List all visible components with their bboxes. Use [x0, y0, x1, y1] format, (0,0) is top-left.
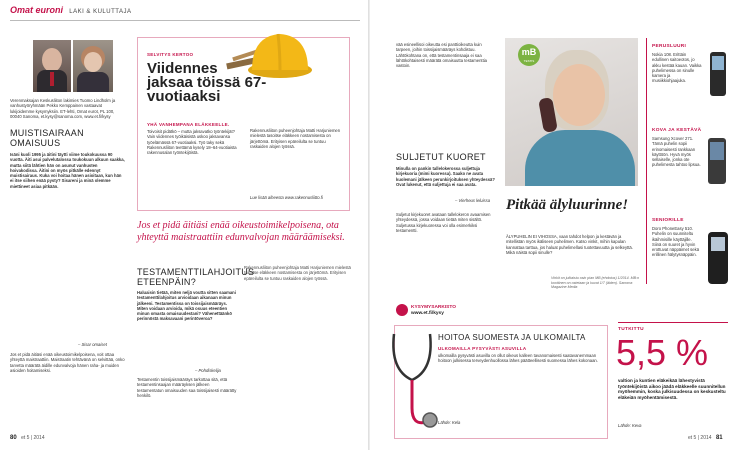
feature-source: Lue lisää aiheesta www.rakennusliitto.fi — [250, 195, 323, 200]
right-folio — [688, 435, 723, 441]
expert-photo-1 — [33, 40, 71, 92]
stat-source: Lähde: Keva — [618, 423, 642, 428]
samsung-phone-image — [708, 138, 726, 184]
left-page — [0, 0, 368, 450]
phones-divider — [646, 38, 647, 284]
q2-signature: – Pohdiskelija — [195, 368, 221, 373]
left-page-number: 80 — [10, 435, 17, 441]
q1-answer: Jos et pidä äitiäsi enää oikeustoimikelpoisena, voit ottaa yhteyttä maistraattiin. Maistraatin tehtävänä on selvittää, onko tarvetta määrätä äidille edunvalvoja hänen raha- ja muiden asioiden hoitamiseksi. — [10, 352, 125, 373]
right-page — [370, 0, 738, 450]
stat-kicker: TUTKITTU — [618, 327, 644, 332]
phones-title-3: SENIORILLE — [652, 218, 684, 223]
ad-body: ÄLYPUHELIN EI VIHOSSA, vaan tahdot helpon ja kestävän ja mitellistän myös ikäliseen puhelimen. Katso vinkit, mihin kapulan kannattaa tarttua, jos haluat puhelimellasi tuotettavuutta ja selkeyttä. Mikä näistä sopii sinulle? — [506, 234, 633, 255]
logo-text: mB — [521, 47, 537, 57]
bottom-title: HOITOA SUOMESTA JA ULKOMAILTA — [438, 333, 586, 342]
q2-continued: Rakennusliiton puheenjohtaja Matti Harjuniemen mielestä tasoitse eläkkeen nostamisesta on järjettömä. Erityisen epäreilulta se tuntuu raskaiden alojen työssä. — [244, 265, 351, 281]
left-folio — [10, 435, 45, 441]
phones-item-3: Doro PhoneEasy 510. Puhelin on suunniteltu ikäihmisille käyttäjille. Siinä on suuret ja hyvin erottuvat näppäimet sekä erillinen hälytysnäppäin. — [652, 226, 700, 258]
q3-title: SULJETUT KUORET — [396, 152, 486, 162]
right-issue: et 5 | 2014 — [688, 435, 712, 441]
section-category: LAKI & KULUTTAJA — [69, 9, 132, 15]
stethoscope-image — [386, 330, 442, 436]
bottom-source: Lähde: Kela — [438, 420, 461, 425]
q1-question: Isäni kuoli 1995 ja äitini täytti viime toukokuussa 90 vuotta. Äiti asui palvelutalossa toukokuun alkuun saakka, mutta siitä lähtien hän on asunut vanhusten hoivakodissa. Äitini on myös pitkälle edennyt muistisairaus. Kuka voi hoitaa hänen asioitaan, kun hän ei itse siihen enää pysty? Sisareni ja minä olemme miettineet asiaa pitkään. — [10, 152, 125, 189]
phones-item-1: Nokia 108. Erittäin edullinen saitoeotos, jo akku kestää kauan. Vaikka puhelimessa on sinulle kamera ja musiikkiohjaajuka. — [652, 52, 702, 84]
header-rule — [10, 20, 360, 21]
right-col1-text: vää esineellisoi oikeutta esi panttioikeutta kuin tarpeen, joihin toissijaismääräys kohdistuu. Lähtökohtana on, että testamentinsaaja ei saa lähtökohtaisesti määrätä omaisuutta testamenttia vastoin. — [396, 42, 488, 69]
stat-value: 5,5 % — [616, 332, 709, 373]
ad-note: Vinkit on julkaistu osin pian MB (ehdotus) 1/2014. MB:n koottinen on ostetaan ja kuvat 1/7 (äiden). Sanoma Magazine Media — [551, 276, 640, 290]
stat-rule — [618, 322, 728, 323]
stat-body: valtion ja kuntien eläkeikää lähestyvistä työntekijöistä aikoo jäädä eläkkeelle suunnitellun myöhemmin, koska julkisuudessa on keskusteltu eläkeiän myöhentämisestä. — [618, 378, 726, 400]
right-page-number: 81 — [715, 435, 723, 441]
feature-body: Toivoisit pidätkö – mutta jaksavatko työntekijät? Vain viidennes työikäisistä uskoo jaksavansa työelämässä 67-vuotiaaksi. Työ taky sekä Rakennusliiton teettämä kysely 18–64-vuotiaista rakennusalan työntekijöistä. — [147, 129, 237, 156]
phones-item-2: Samsung Xcover 271. Tämä puhelin sopii erinomaisesti rankkaan käyttöön. Hyvä myös sellaiselle, jonka ote puhelimesta tahtoo lipsua. — [652, 136, 701, 168]
q1-title: MUISTISAIRAAN OMAISUUS — [10, 128, 84, 148]
page-header — [10, 5, 132, 15]
phones-title-2: KOVA JA KESTÄVÄ — [652, 128, 702, 133]
bottom-body: ulkomailla pysyvästi asuvilla on ollut oikeus kalleen tavanomaisesti saatavanemmaan hoitoon julkisessa terveydenhuollossa lähes päätteellisesti suomessa lähes kokonaan. — [438, 353, 598, 364]
q2-title: TESTAMENTTILAHJOITUS ETEENPÄIN? — [137, 267, 255, 287]
feature-kicker: SELVITYS KERTOO — [147, 52, 194, 57]
q2-answer: Testamentin toissijaismääräys tarkottaa sitä, että testamentinsaajan määräyksen jälkeen testamentatun omaisuuden saa toissijaisesti määrätty henkilö. — [137, 377, 237, 398]
q3-signature: – Vierheus leluissa — [455, 198, 491, 203]
archive-kicker: KYSYMYSARKISTO — [411, 305, 456, 310]
q3-question: Minulla on pankin tallelokerossa suljettuja kirjekuoria (mimi kuoressa). Saako ne avata kuolemani jälkeen perunkirjoituksen yhteydessä? Ovat lukenut, että suljettuja ei saa avata. — [396, 166, 495, 187]
logo-sub: TESTIS — [523, 59, 535, 63]
feature-subkicker: YHÄ VANHEMPANA ELÄKKEELLE. — [147, 122, 230, 127]
pull-quote: Jos et pidä äitiäsi enää oikeustoimikelpoisena, ota yhteyttä maistraattiin edunvalvojan määräämiseksi. — [137, 220, 345, 243]
q3-answer: Suljetut kirjekuoret avataan tallelokeron avaamisen yhteydessä, jossa voidaan tietää miten sisältö. Suljetussa kirjekuoressa voi olla esimerkiksi testamentti. — [396, 212, 491, 233]
bottom-subkicker: ULKOMAILLA PYSYVÄSTI ASUVILLA — [438, 346, 527, 351]
feature-title: Viidennes jaksaa töissä 67-vuotiaaksi — [147, 60, 267, 105]
section-title: Omat euroni — [10, 5, 64, 15]
doro-phone-image — [708, 232, 728, 284]
feature-author: Rakennusliiton puheenjohtaja Matti Harjuniemen mielestä tasoitse eläkkeen nostamisesta on järjettömä. Erityisen epäreilulta se tuntuu raskaiden alojen työssä. — [250, 128, 341, 149]
testis-logo — [518, 44, 540, 66]
left-issue: et 5 | 2014 — [21, 435, 45, 441]
stethoscope-icon — [386, 330, 442, 436]
phones-title-1: PERUSLUURI — [652, 44, 687, 49]
intro-box-text: Verenmaksajan Keskusliiton lakimies Tuomo Lindholm ja vanhustyöryhmään Pekko Kemppainen vastaavat lukijoidemme kysymyksiin. ET-lehti, Omat eurot, PL 100, 00040 Sanoma, et.kysy@sanoma.com, www.et.fi/kysy — [10, 98, 116, 119]
archive-url[interactable]: www.et.fi/kysy — [411, 311, 444, 316]
archive-icon — [396, 304, 408, 316]
q2-question: Haluaisin tietää, miten neljä voutta sitten saamani testamenttilahjoitus arvioidaan aikanaan minun jälkeeni. Testamentissa on toissijaismääräys. Miten voidaan arvioida, mikä osuus eteentien minun omasta omaisuudestani? Vähenettäänkö perinnöstä maksavaani perintöveroa? — [137, 290, 236, 322]
ad-title: Pitkää älyluurinne! — [506, 197, 629, 213]
nokia-phone-image — [710, 52, 726, 96]
q1-signature: – Sisar omaiset — [78, 342, 107, 347]
expert-photo-2 — [73, 40, 113, 92]
